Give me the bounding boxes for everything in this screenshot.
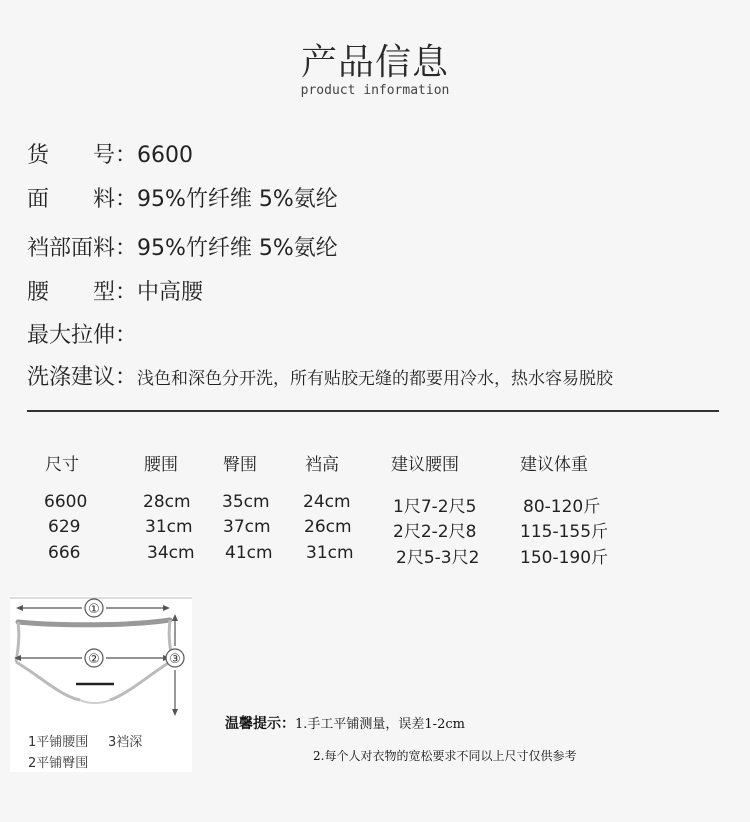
- size-cell: 150-190斤: [520, 548, 609, 568]
- legend-waist: 1平铺腰围: [28, 735, 89, 750]
- info-item-no: [27, 138, 193, 169]
- waist-type-value: 中高腰: [137, 280, 204, 305]
- size-cell: 24cm: [303, 492, 351, 512]
- size-cell: 666: [48, 543, 81, 563]
- page-subtitle: product information: [300, 83, 450, 98]
- item-no-value: 6600: [137, 143, 194, 168]
- waist-type-label: 腰 型：: [27, 280, 138, 305]
- size-header: 建议腰围: [391, 455, 459, 475]
- size-cell: 26cm: [304, 517, 352, 537]
- size-cell: 6600: [44, 492, 88, 512]
- size-cell: 41cm: [225, 543, 273, 563]
- size-cell: 115-155斤: [520, 522, 609, 542]
- size-header: 腰围: [144, 455, 178, 475]
- size-cell: 31cm: [306, 543, 354, 563]
- max-stretch-label: 最大拉伸：: [27, 323, 138, 348]
- crotch-fabric-value: 95%竹纤维 5%氨纶: [137, 236, 338, 261]
- size-cell: 80-120斤: [523, 497, 601, 517]
- crotch-fabric-label: 裆部面料：: [27, 236, 138, 261]
- washing-value: 浅色和深色分开洗，所有贴胶无缝的都要用冷水，热水容易脱胶: [137, 369, 614, 389]
- briefs-outline-illustration: [10, 596, 192, 772]
- tip-1: 1.手工平铺测量，误差1-2cm: [295, 717, 465, 732]
- size-cell: 2尺5-3尺2: [396, 548, 480, 568]
- fabric-value: 95%竹纤维 5%氨纶: [137, 187, 338, 212]
- size-header: 建议体重: [520, 455, 588, 475]
- fabric-label: 面 料：: [27, 187, 138, 212]
- size-cell: 2尺2-2尺8: [393, 522, 477, 542]
- tip-2: 2.每个人对衣物的宽松要求不同以上尺寸仅供参考: [313, 749, 577, 763]
- size-cell: 34cm: [147, 543, 195, 563]
- size-header: 尺寸: [45, 455, 79, 475]
- marker-1: ①: [88, 602, 100, 617]
- marker-3: ③: [169, 652, 181, 667]
- marker-2: ②: [88, 652, 100, 667]
- size-header: 臀围: [223, 455, 257, 475]
- info-crotch-fabric: [27, 231, 338, 262]
- washing-label: 洗涤建议：: [27, 365, 138, 390]
- size-cell: 35cm: [222, 492, 270, 512]
- section-divider: [27, 410, 719, 412]
- info-washing: [27, 360, 613, 391]
- size-cell: 1尺7-2尺5: [393, 497, 477, 517]
- page-title: 产品信息: [300, 42, 449, 83]
- legend-hip: 2平铺臀围: [28, 756, 89, 771]
- size-header: 裆高: [305, 455, 339, 475]
- info-max-stretch: [27, 318, 137, 349]
- legend-rise: 3裆深: [108, 735, 143, 750]
- info-waist-type: [27, 275, 203, 306]
- info-fabric: [27, 182, 338, 213]
- size-cell: 28cm: [143, 492, 191, 512]
- tip-line-1: [225, 713, 465, 733]
- size-cell: 37cm: [223, 517, 271, 537]
- tips-heading: 温馨提示：: [225, 716, 295, 732]
- size-cell: 629: [48, 517, 81, 537]
- item-no-label: 货 号：: [27, 143, 138, 168]
- size-cell: 31cm: [145, 517, 193, 537]
- measurement-diagram: [10, 596, 192, 772]
